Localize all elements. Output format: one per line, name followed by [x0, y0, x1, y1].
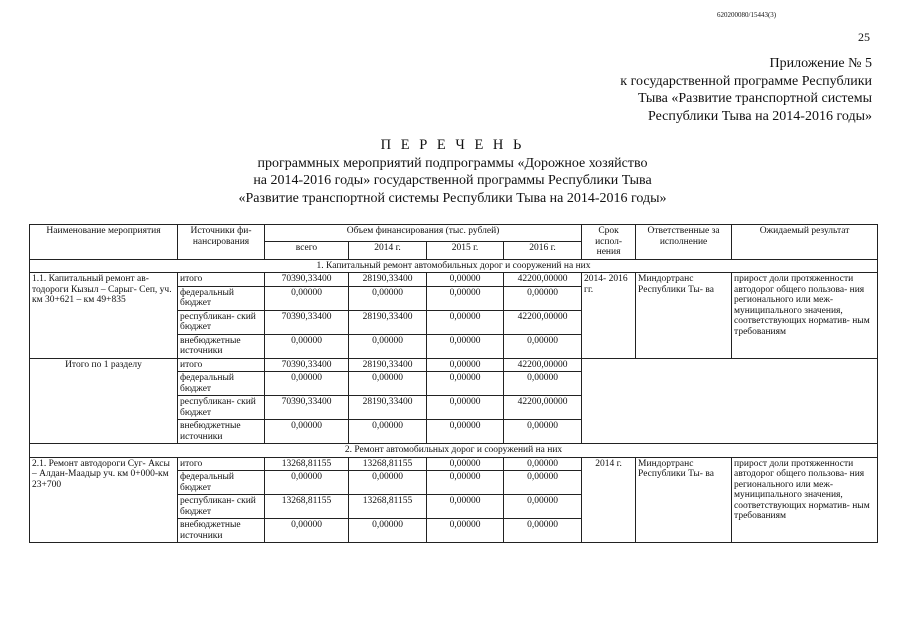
section-row — [30, 259, 878, 273]
y2014-cell: 13268,81155 — [349, 457, 427, 471]
y2014-cell: 0,00000 — [349, 372, 427, 396]
source-cell: внебюджетные источники — [178, 519, 265, 543]
result-cell: прирост доли протяженности автодорог общего пользова- ния регионального или меж- муниципального значения, соответствующих норматив- ным требованиям — [732, 457, 878, 543]
y2016-cell: 42200,00000 — [504, 310, 582, 334]
source-cell: республикан- ский бюджет — [178, 310, 265, 334]
y2014-cell: 0,00000 — [349, 471, 427, 495]
appendix-line: Приложение № 5 — [769, 56, 872, 71]
source-cell: федеральный бюджет — [178, 286, 265, 310]
responsible-cell: Миндортранс Республики Ты- ва — [636, 273, 732, 359]
table-row — [30, 457, 878, 471]
source-cell: федеральный бюджет — [178, 471, 265, 495]
result-cell: прирост доли протяженности автодорог общего пользова- ния регионального или меж- муниципального значения, соответствующих норматив- ным требованиям — [732, 273, 878, 359]
source-cell: внебюджетные источники — [178, 420, 265, 444]
header-2016: 2016 г. — [504, 242, 582, 259]
total-cell: 70390,33400 — [265, 358, 349, 372]
y2014-cell: 28190,33400 — [349, 396, 427, 420]
measure-name: 2.1. Ремонт автодороги Суг- Аксы – Алдан-Маадыр уч. км 0+000-км 23+700 — [30, 457, 178, 543]
y2016-cell: 42200,00000 — [504, 358, 582, 372]
y2015-cell: 0,00000 — [427, 334, 504, 358]
y2014-cell: 0,00000 — [349, 334, 427, 358]
header-volume: Объем финансирования (тыс. рублей) — [265, 225, 582, 242]
y2016-cell: 0,00000 — [504, 286, 582, 310]
source-cell: итого — [178, 273, 265, 287]
document-code: 620200080/15443(3) — [717, 11, 777, 19]
total-cell: 70390,33400 — [265, 396, 349, 420]
appendix-line: Республики Тыва на 2014-2016 годы» — [647, 108, 872, 124]
source-cell: республикан- ский бюджет — [178, 396, 265, 420]
y2014-cell: 28190,33400 — [349, 358, 427, 372]
y2015-cell: 0,00000 — [427, 420, 504, 444]
y2016-cell: 0,00000 — [504, 372, 582, 396]
appendix-caption — [620, 55, 872, 125]
total-cell: 0,00000 — [265, 420, 349, 444]
section-title: 2. Ремонт автомобильных дорог и сооружений на них — [30, 444, 878, 458]
y2015-cell: 0,00000 — [427, 286, 504, 310]
table-row — [30, 358, 878, 372]
y2015-cell: 0,00000 — [427, 519, 504, 543]
y2014-cell: 0,00000 — [349, 519, 427, 543]
heading-title: П Е Р Е Ч Е Н Ь — [380, 137, 525, 153]
y2014-cell: 28190,33400 — [349, 310, 427, 334]
source-cell: итого — [178, 358, 265, 372]
document-heading — [0, 137, 905, 207]
total-cell: 0,00000 — [265, 372, 349, 396]
header-result: Ожидаемый результат — [732, 225, 878, 260]
responsible-cell: Миндортранс Республики Ты- ва — [636, 457, 732, 543]
page-number: 25 — [858, 30, 870, 44]
heading-line: на 2014-2016 годы» государственной программы Республики Тыва — [253, 173, 652, 188]
y2014-cell: 0,00000 — [349, 286, 427, 310]
term-cell: 2014- 2016 гг. — [582, 273, 636, 359]
y2015-cell: 0,00000 — [427, 396, 504, 420]
total-cell: 0,00000 — [265, 519, 349, 543]
section-title: 1. Капитальный ремонт автомобильных дорог и сооружений на них — [30, 259, 878, 273]
y2015-cell: 0,00000 — [427, 495, 504, 519]
y2016-cell: 0,00000 — [504, 495, 582, 519]
y2014-cell: 13268,81155 — [349, 495, 427, 519]
total-cell: 13268,81155 — [265, 457, 349, 471]
header-2014: 2014 г. — [349, 242, 427, 259]
header-sources: Источники фи- нансирования — [178, 225, 265, 260]
y2015-cell: 0,00000 — [427, 273, 504, 287]
y2015-cell: 0,00000 — [427, 471, 504, 495]
source-cell: федеральный бюджет — [178, 372, 265, 396]
y2014-cell: 0,00000 — [349, 420, 427, 444]
y2016-cell: 0,00000 — [504, 457, 582, 471]
header-2015: 2015 г. — [427, 242, 504, 259]
section-row — [30, 444, 878, 458]
y2016-cell: 0,00000 — [504, 519, 582, 543]
header-name: Наименование мероприятия — [30, 225, 178, 260]
total-cell: 70390,33400 — [265, 273, 349, 287]
y2015-cell: 0,00000 — [427, 310, 504, 334]
y2015-cell: 0,00000 — [427, 372, 504, 396]
measure-name: Итого по 1 разделу — [30, 358, 178, 444]
source-cell: республикан- ский бюджет — [178, 495, 265, 519]
y2016-cell: 0,00000 — [504, 334, 582, 358]
y2014-cell: 28190,33400 — [349, 273, 427, 287]
total-cell: 0,00000 — [265, 286, 349, 310]
heading-line: программных мероприятий подпрограммы «Дорожное хозяйство — [257, 155, 648, 171]
source-cell: итого — [178, 457, 265, 471]
y2015-cell: 0,00000 — [427, 457, 504, 471]
table-row — [30, 273, 878, 287]
y2016-cell: 0,00000 — [504, 420, 582, 444]
measures-table — [29, 224, 878, 543]
y2016-cell: 0,00000 — [504, 471, 582, 495]
y2015-cell: 0,00000 — [427, 358, 504, 372]
y2016-cell: 42200,00000 — [504, 273, 582, 287]
measure-name: 1.1. Капитальный ремонт ав- тодороги Кызыл – Сарыг- Сеп, уч. км 30+621 – км 49+835 — [30, 273, 178, 359]
total-cell: 0,00000 — [265, 334, 349, 358]
total-cell: 70390,33400 — [265, 310, 349, 334]
header-term: Срок испол- нения — [582, 225, 636, 260]
heading-line: «Развитие транспортной системы Республики Тыва на 2014-2016 годы» — [238, 190, 667, 206]
appendix-line: к государственной программе Республики — [620, 73, 872, 89]
header-responsible: Ответственные за исполнение — [636, 225, 732, 260]
appendix-line: Тыва «Развитие транспортной системы — [638, 91, 872, 106]
header-total: всего — [265, 242, 349, 259]
y2016-cell: 42200,00000 — [504, 396, 582, 420]
empty-cell — [582, 358, 878, 444]
total-cell: 13268,81155 — [265, 495, 349, 519]
term-cell: 2014 г. — [582, 457, 636, 543]
total-cell: 0,00000 — [265, 471, 349, 495]
source-cell: внебюджетные источники — [178, 334, 265, 358]
header-row — [30, 225, 878, 242]
